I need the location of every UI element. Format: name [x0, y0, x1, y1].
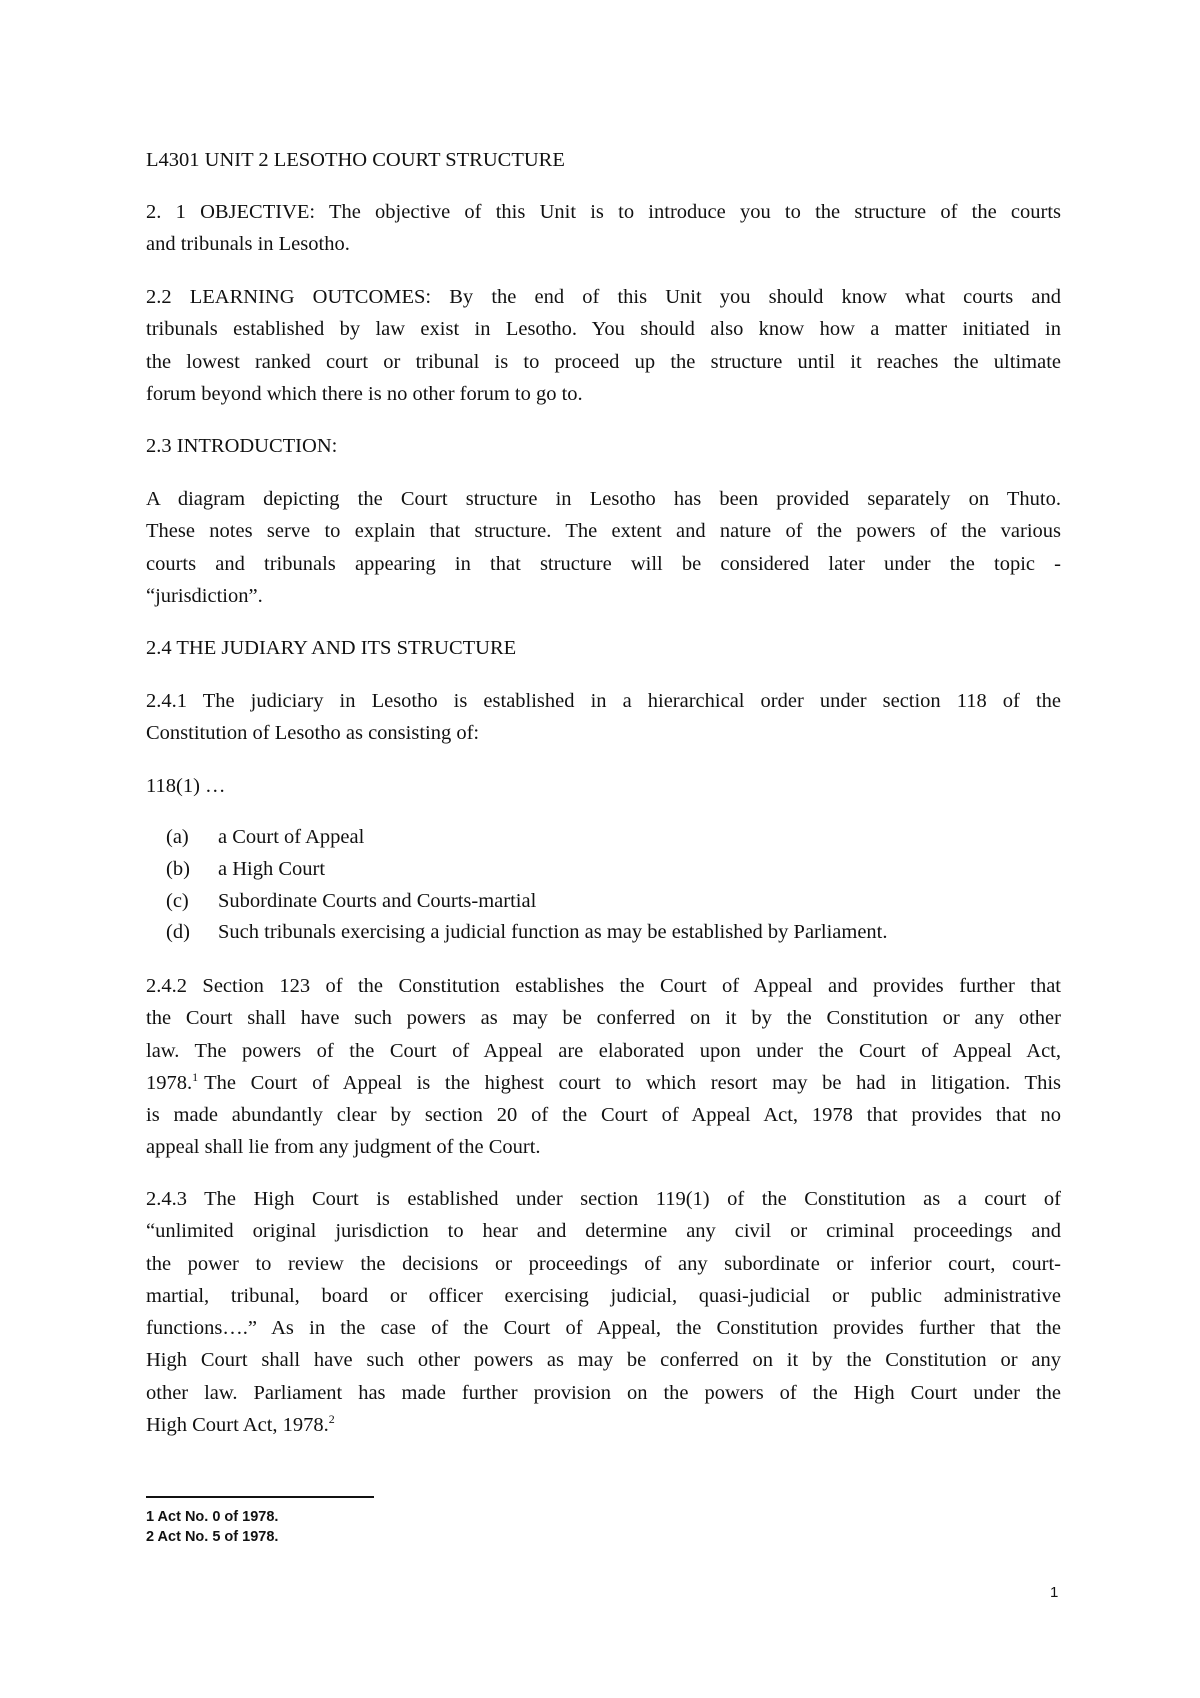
objective-paragraph [146, 196, 1061, 261]
list-label: (a) [166, 826, 189, 848]
text-line: law. The powers of the Court of Appeal are elaborated upon under the Court of Appeal Act, [146, 1039, 1061, 1062]
list-label: (d) [166, 921, 190, 943]
text-line: and tribunals in Lesotho. [146, 233, 350, 256]
text-line: 2.4.1 The judiciary in Lesotho is established in a hierarchical order under section 118 of the [146, 690, 1061, 712]
text-line: 2.2 LEARNING OUTCOMES: By the end of this Unit you should know what courts and [146, 286, 1061, 308]
list-item [166, 885, 536, 917]
text-fragment [146, 1067, 198, 1099]
text-line: 118(1) … [146, 775, 226, 797]
text-line: the Court shall have such powers as may be conferred on it by the Constitution or any other [146, 1007, 1061, 1030]
footnote-ref[interactable]: 1 [192, 1069, 199, 1084]
text-line [146, 1067, 1061, 1099]
footnote: 1 Act No. 0 of 1978. [146, 1509, 279, 1525]
text-line: These notes serve to explain that structure. The extent and nature of the powers of the various [146, 520, 1061, 543]
outcomes-paragraph [146, 281, 1061, 410]
document-title [146, 144, 1061, 176]
text-line: functions….” As in the case of the Court of Appeal, the Constitution provides further that the [146, 1317, 1061, 1340]
text-line: courts and tribunals appearing in that structure will be considered later under the topic - [146, 552, 1061, 575]
heading-line: 2.4 THE JUDIARY AND ITS STRUCTURE [146, 637, 517, 659]
list-item [166, 916, 888, 948]
text-fragment: The Court of Appeal is the highest court to which resort may be had in litigation. This [204, 1071, 1061, 1094]
judiciary-heading [146, 632, 1061, 664]
section-118-label [146, 770, 1061, 802]
introduction-paragraph [146, 483, 1061, 612]
heading-line: 2.3 INTRODUCTION: [146, 435, 338, 457]
list-text: Such tribunals exercising a judicial function as may be established by Parliament. [218, 921, 888, 943]
text-line: “jurisdiction”. [146, 584, 263, 607]
list-label: (c) [166, 890, 189, 912]
text-line [146, 1409, 1061, 1441]
text-line: the power to review the decisions or proceedings of any subordinate or inferior court, court- [146, 1252, 1061, 1275]
text-line: the lowest ranked court or tribunal is to proceed up the structure until it reaches the ultimate [146, 350, 1061, 373]
list-text: Subordinate Courts and Courts-martial [218, 890, 537, 912]
text-line: A diagram depicting the Court structure in Lesotho has been provided separately on Thuto. [146, 488, 1061, 510]
text-line: tribunals established by law exist in Lesotho. You should also know how a matter initiated in [146, 318, 1061, 341]
footnote-ref[interactable]: 2 [328, 1412, 335, 1427]
page-number: 1 [1050, 1584, 1059, 1601]
text-line: High Court shall have such other powers as may be conferred on it by the Constitution or any [146, 1349, 1061, 1372]
text-line: appeal shall lie from any judgment of the Court. [146, 1136, 541, 1159]
text-line: is made abundantly clear by section 20 of the Court of Appeal Act, 1978 that provides that no [146, 1104, 1061, 1127]
text-line: 2. 1 OBJECTIVE: The objective of this Unit is to introduce you to the structure of the courts [146, 201, 1061, 223]
list-text: a Court of Appeal [218, 826, 365, 848]
text-line: other law. Parliament has made further provision on the powers of the High Court under the [146, 1381, 1061, 1404]
list-label: (b) [166, 858, 190, 880]
text-line: “unlimited original jurisdiction to hear and determine any civil or criminal proceedings and [146, 1220, 1061, 1243]
title-line: L4301 UNIT 2 LESOTHO COURT STRUCTURE [146, 149, 565, 171]
introduction-heading [146, 430, 1061, 462]
text-line: martial, tribunal, board or officer exercising judicial, quasi-judicial or public administrative [146, 1284, 1061, 1307]
paragraph-2-4-1 [146, 685, 1061, 750]
text-line: forum beyond which there is no other forum to go to. [146, 382, 583, 405]
list-item [166, 821, 364, 853]
list-item [166, 853, 325, 885]
text-line: 2.4.3 The High Court is established under section 119(1) of the Constitution as a court of [146, 1188, 1061, 1210]
text-line: 2.4.2 Section 123 of the Constitution establishes the Court of Appeal and provides further that [146, 975, 1061, 997]
paragraph-2-4-3 [146, 1183, 1061, 1441]
text-fragment: 1978. [146, 1071, 193, 1094]
footnote: 2 Act No. 5 of 1978. [146, 1529, 279, 1545]
text-fragment: High Court Act, 1978. [146, 1414, 329, 1437]
footnote-separator [146, 1496, 374, 1498]
list-text: a High Court [218, 858, 326, 880]
text-line: Constitution of Lesotho as consisting of: [146, 722, 480, 745]
paragraph-2-4-2 [146, 970, 1061, 1164]
